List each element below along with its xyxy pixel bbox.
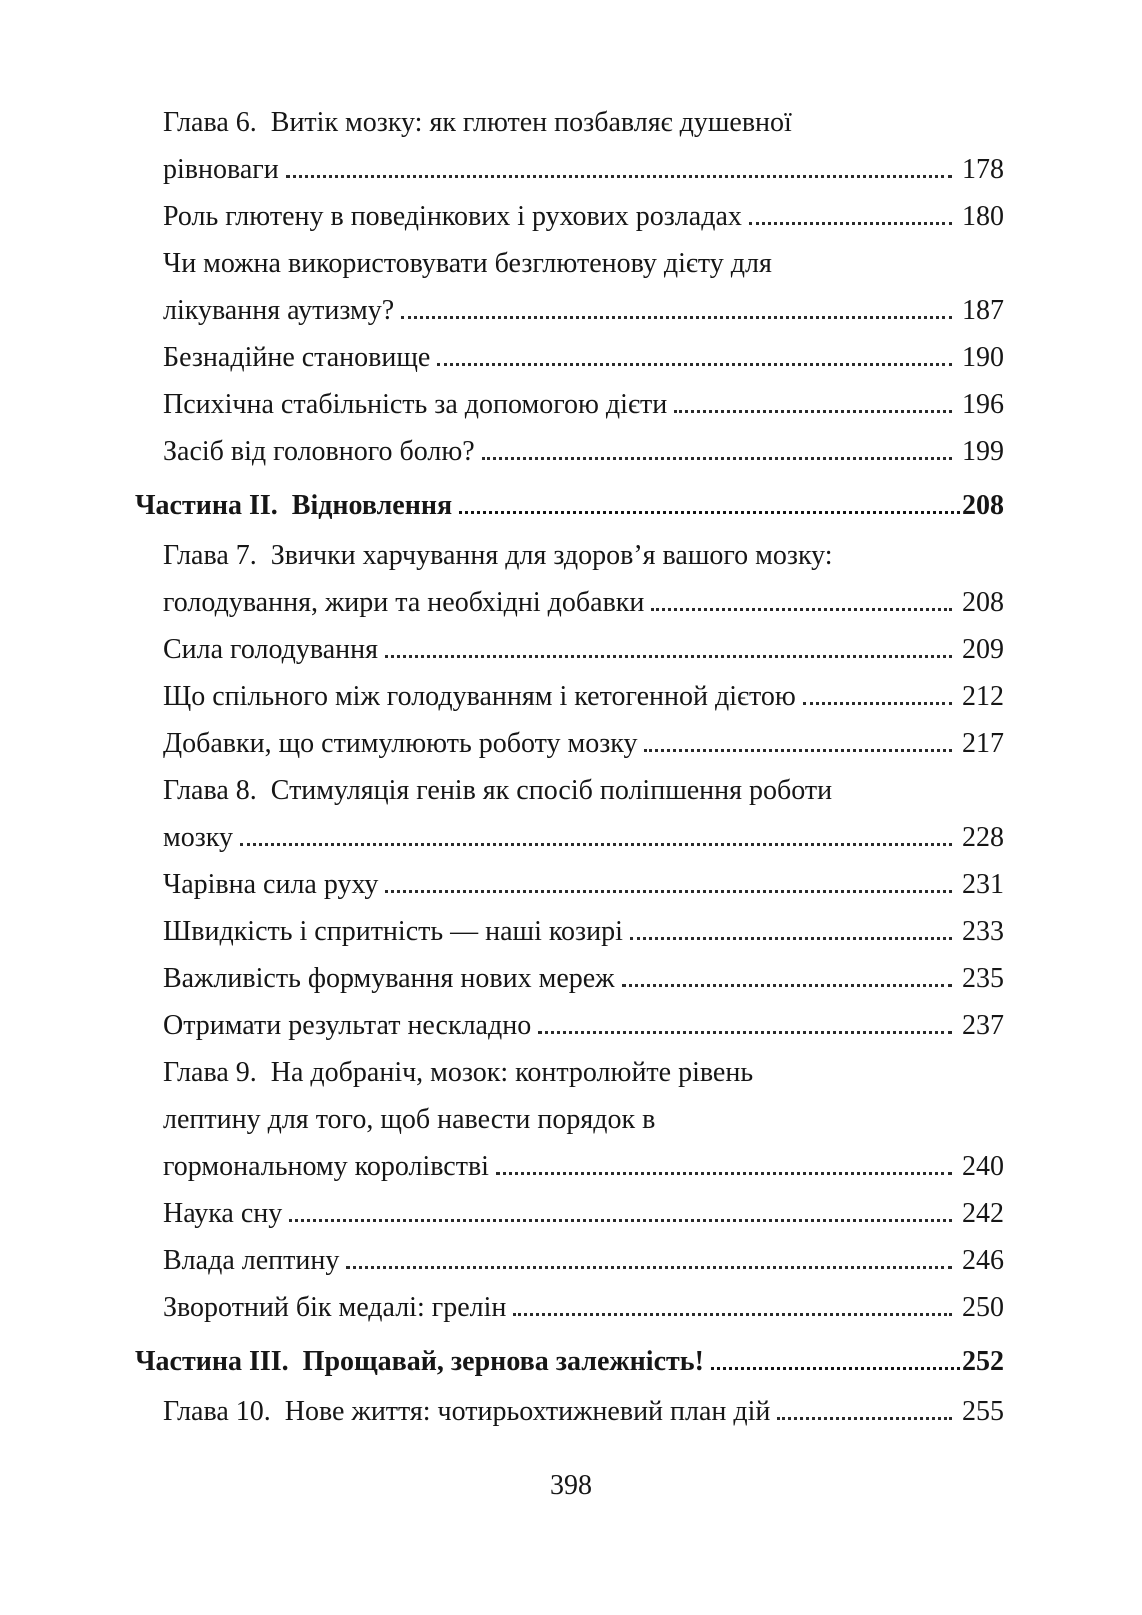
toc-page-number: 208 bbox=[962, 490, 1004, 521]
toc-line bbox=[135, 1143, 1004, 1190]
toc-line bbox=[135, 1002, 1004, 1049]
toc-entry-title: Важливість формування нових мереж bbox=[163, 963, 615, 994]
toc-entry-title: Швидкість і спритність — наші козирі bbox=[163, 916, 623, 947]
toc-entry-section bbox=[135, 861, 1004, 908]
toc-entry-title: Сила голодування bbox=[163, 634, 379, 665]
toc-entry-section bbox=[135, 240, 1004, 334]
toc-page-number: 212 bbox=[962, 681, 1004, 712]
dot-leader bbox=[711, 1367, 960, 1370]
toc-entry-title: Безнадійне становище bbox=[163, 342, 431, 373]
toc-entry-title: Глава 9. На добраніч, мозок: контролюйте рівень bbox=[163, 1057, 754, 1088]
toc-line bbox=[135, 428, 1004, 475]
toc-entry-title: Частина II. Відновлення bbox=[135, 490, 453, 521]
toc-line bbox=[135, 767, 1004, 814]
toc-line bbox=[135, 482, 1004, 529]
dot-leader bbox=[651, 608, 952, 611]
toc-line bbox=[135, 1284, 1004, 1331]
dot-leader bbox=[538, 1031, 952, 1034]
toc-entry-part bbox=[135, 482, 1004, 529]
toc-entry-chapter bbox=[135, 532, 1004, 626]
dot-leader bbox=[240, 843, 952, 846]
toc-line bbox=[135, 673, 1004, 720]
toc-entry-section bbox=[135, 955, 1004, 1002]
toc-page-number: 242 bbox=[962, 1198, 1004, 1229]
toc-line bbox=[135, 1096, 1004, 1143]
toc-line bbox=[135, 814, 1004, 861]
page-footer bbox=[0, 1466, 1142, 1506]
toc-page-number: 199 bbox=[962, 436, 1004, 467]
toc-line bbox=[135, 955, 1004, 1002]
toc-entry-part bbox=[135, 1338, 1004, 1385]
dot-leader bbox=[496, 1172, 952, 1175]
dot-leader bbox=[674, 410, 952, 413]
toc-entry-title: Глава 10. Нове життя: чотирьохтижневий план дій bbox=[163, 1396, 771, 1427]
toc-entry-title: Глава 6. Витік мозку: як глютен позбавляє душевної bbox=[163, 107, 792, 138]
toc-entry-chapter bbox=[135, 1388, 1004, 1435]
dot-leader bbox=[401, 316, 952, 319]
toc-entry-section bbox=[135, 720, 1004, 767]
toc-page-number: 178 bbox=[962, 154, 1004, 185]
toc-line bbox=[135, 381, 1004, 428]
toc-line bbox=[135, 99, 1004, 146]
dot-leader bbox=[622, 984, 952, 987]
toc-page-number: 231 bbox=[962, 869, 1004, 900]
toc-page-number: 190 bbox=[962, 342, 1004, 373]
toc-line bbox=[135, 240, 1004, 287]
toc-entry-section bbox=[135, 1284, 1004, 1331]
toc-entry-chapter bbox=[135, 99, 1004, 193]
toc-entry-title: лікування аутизму? bbox=[163, 295, 395, 326]
toc-page-number: 208 bbox=[962, 587, 1004, 618]
toc-entry-title: Добавки, що стимулюють роботу мозку bbox=[163, 728, 638, 759]
toc-line bbox=[135, 720, 1004, 767]
toc-entry-section bbox=[135, 626, 1004, 673]
dot-leader bbox=[286, 175, 952, 178]
toc-line bbox=[135, 1049, 1004, 1096]
toc-line bbox=[135, 626, 1004, 673]
toc-line bbox=[135, 193, 1004, 240]
toc-entry-title: Зворотний бік медалі: грелін bbox=[163, 1292, 507, 1323]
toc-entry-chapter bbox=[135, 1049, 1004, 1190]
toc-entry-title: Засіб від головного болю? bbox=[163, 436, 475, 467]
dot-leader bbox=[289, 1219, 952, 1222]
toc-entry-section bbox=[135, 1190, 1004, 1237]
toc-page-number: 255 bbox=[962, 1396, 1004, 1427]
toc-page-number: 246 bbox=[962, 1245, 1004, 1276]
dot-leader bbox=[803, 702, 952, 705]
toc-entry-title: Частина III. Прощавай, зернова залежність! bbox=[135, 1346, 704, 1377]
toc-line bbox=[135, 908, 1004, 955]
toc-entry-title: гормональному королівстві bbox=[163, 1151, 489, 1182]
toc-line bbox=[135, 532, 1004, 579]
dot-leader bbox=[513, 1313, 952, 1316]
toc-entry-title: мозку bbox=[163, 822, 233, 853]
table-of-contents bbox=[135, 99, 1004, 1435]
toc-line bbox=[135, 334, 1004, 381]
toc-line bbox=[135, 1388, 1004, 1435]
dot-leader bbox=[437, 363, 952, 366]
toc-page-number: 217 bbox=[962, 728, 1004, 759]
dot-leader bbox=[459, 511, 960, 514]
dot-leader bbox=[385, 655, 952, 658]
toc-entry-title: Влада лептину bbox=[163, 1245, 340, 1276]
toc-page-number: 209 bbox=[962, 634, 1004, 665]
toc-page-number: 237 bbox=[962, 1010, 1004, 1041]
toc-entry-title: Наука сну bbox=[163, 1198, 283, 1229]
toc-line bbox=[135, 1190, 1004, 1237]
toc-page-number: 228 bbox=[962, 822, 1004, 853]
toc-line bbox=[135, 579, 1004, 626]
toc-page-number: 196 bbox=[962, 389, 1004, 420]
toc-entry-title: Глава 7. Звички харчування для здоров’я вашого мозку: bbox=[163, 540, 833, 571]
toc-page-number: 250 bbox=[962, 1292, 1004, 1323]
toc-entry-title: Глава 8. Стимуляція генів як спосіб поліпшення роботи bbox=[163, 775, 833, 806]
toc-line bbox=[135, 146, 1004, 193]
dot-leader bbox=[644, 749, 952, 752]
toc-entry-section bbox=[135, 673, 1004, 720]
toc-line bbox=[135, 861, 1004, 908]
toc-entry-title: Отримати результат нескладно bbox=[163, 1010, 532, 1041]
toc-entry-section bbox=[135, 1237, 1004, 1284]
toc-entry-title: голодування, жири та необхідні добавки bbox=[163, 587, 645, 618]
toc-entry-title: Психічна стабільність за допомогою дієти bbox=[163, 389, 668, 420]
toc-entry-title: Чи можна використовувати безглютенову дієту для bbox=[163, 248, 772, 279]
dot-leader bbox=[777, 1417, 952, 1420]
dot-leader bbox=[482, 457, 952, 460]
toc-entry-section bbox=[135, 334, 1004, 381]
toc-page-number: 187 bbox=[962, 295, 1004, 326]
toc-line bbox=[135, 1338, 1004, 1385]
toc-page-number: 240 bbox=[962, 1151, 1004, 1182]
folio-page-number: 398 bbox=[550, 1470, 592, 1501]
toc-entry-section bbox=[135, 428, 1004, 475]
toc-line bbox=[135, 287, 1004, 334]
toc-page-number: 235 bbox=[962, 963, 1004, 994]
toc-page-number: 252 bbox=[962, 1346, 1004, 1377]
toc-entry-chapter bbox=[135, 767, 1004, 861]
toc-entry-section bbox=[135, 908, 1004, 955]
toc-entry-title: лептину для того, щоб навести порядок в bbox=[163, 1104, 656, 1135]
dot-leader bbox=[630, 937, 952, 940]
dot-leader bbox=[749, 222, 952, 225]
toc-page-number: 233 bbox=[962, 916, 1004, 947]
toc-entry-section bbox=[135, 1002, 1004, 1049]
toc-page-number: 180 bbox=[962, 201, 1004, 232]
toc-entry-title: Що спільного між голодуванням і кетогенной дієтою bbox=[163, 681, 796, 712]
toc-entry-title: Чарівна сила руху bbox=[163, 869, 379, 900]
toc-line bbox=[135, 1237, 1004, 1284]
dot-leader bbox=[346, 1266, 952, 1269]
toc-entry-title: рівноваги bbox=[163, 154, 279, 185]
dot-leader bbox=[385, 890, 952, 893]
toc-entry-title: Роль глютену в поведінкових і рухових розладах bbox=[163, 201, 742, 232]
toc-entry-section bbox=[135, 381, 1004, 428]
toc-entry-section bbox=[135, 193, 1004, 240]
